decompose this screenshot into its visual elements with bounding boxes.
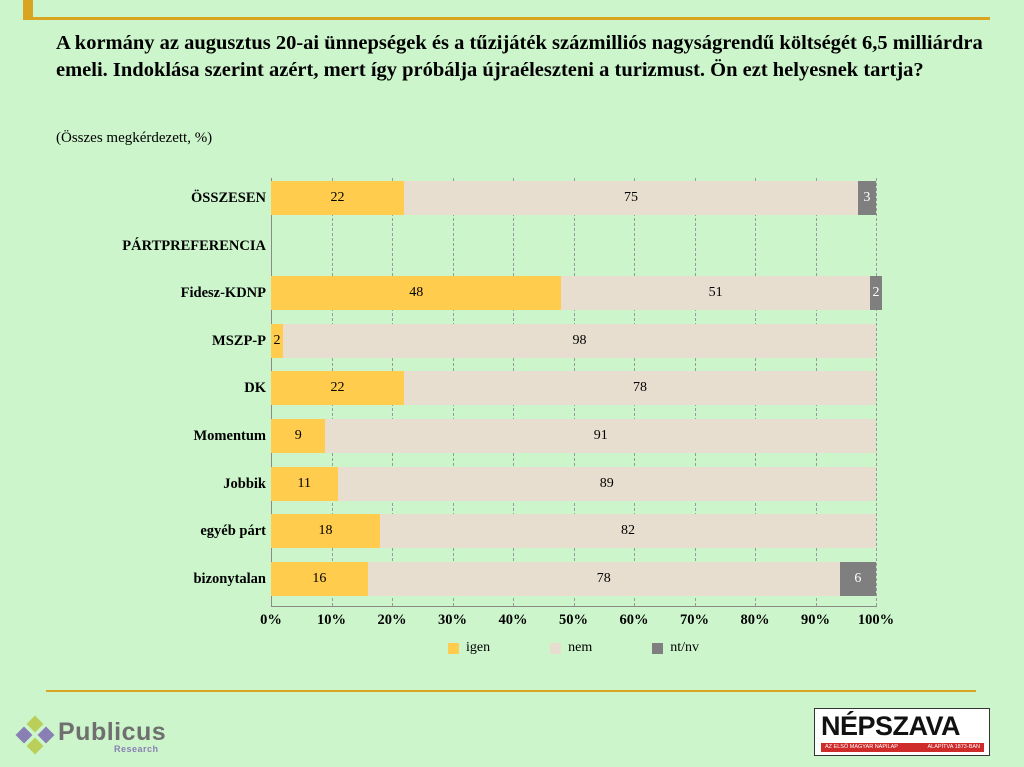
chart-bar-row	[271, 419, 876, 453]
category-label: PÁRTPREFERENCIA	[122, 237, 266, 254]
bar-segment-igen: 11	[271, 467, 338, 501]
accent-bar-left	[23, 0, 33, 20]
category-label: Jobbik	[223, 475, 266, 492]
chart-bar-row	[271, 276, 880, 310]
chart-bar-row	[271, 324, 876, 358]
bar-segment-nem: 98	[283, 324, 876, 358]
legend-item[interactable]	[550, 640, 592, 656]
legend-swatch-icon	[550, 643, 561, 654]
bar-segment-ntnv: 6	[840, 562, 876, 596]
chart-plot-area	[122, 178, 880, 606]
legend-item[interactable]	[652, 640, 699, 656]
page-title: A kormány az augusztus 20-ai ünnepségek és a tűzijáték százmilliós nagyságrendű költségét 6,5 milliárdra emeli. Indoklása szerint azért, mert így próbálja újraéleszteni a turizmust. Ön ezt helyesnek tartja?	[56, 32, 983, 81]
publicus-sub: Research	[114, 744, 159, 754]
bar-segment-igen: 18	[271, 514, 380, 548]
x-tick-label: 20%	[377, 612, 407, 628]
x-tick-label: 60%	[619, 612, 649, 628]
bar-segment-igen: 9	[271, 419, 325, 453]
nepszava-bar-right: ALAPÍTVA 1873-BAN	[927, 744, 980, 750]
chart-bar-row	[271, 514, 876, 548]
publicus-logo	[18, 712, 198, 756]
bar-segment-nem: 89	[338, 467, 876, 501]
category-label: Fidesz-KDNP	[180, 285, 266, 302]
page-subtitle: (Összes megkérdezett, %)	[56, 130, 213, 146]
nepszava-logo	[814, 708, 990, 756]
bar-segment-ntnv: 2	[870, 276, 882, 310]
legend-swatch-icon	[652, 643, 663, 654]
chart-legend	[271, 640, 876, 656]
bar-segment-nem: 51	[561, 276, 870, 310]
nepszava-name: NÉPSZAVA	[821, 711, 961, 741]
legend-label: nem	[568, 640, 593, 655]
gridline	[876, 178, 878, 606]
legend-label: igen	[466, 640, 491, 655]
bar-segment-nem: 91	[325, 419, 876, 453]
footer-rule	[46, 690, 976, 692]
chart-bar-row	[271, 467, 876, 501]
x-tick-label: 30%	[438, 612, 467, 628]
chart-bar-row	[271, 181, 876, 215]
bar-segment-ntnv: 3	[858, 181, 876, 215]
bar-segment-igen: 48	[271, 276, 561, 310]
bar-segment-nem: 78	[404, 371, 876, 405]
category-label: bizonytalan	[193, 570, 266, 587]
bar-segment-nem: 78	[368, 562, 840, 596]
x-tick-label: 10%	[317, 612, 346, 628]
bar-segment-igen: 16	[271, 562, 368, 596]
category-label: egyéb párt	[200, 523, 266, 540]
bar-segment-nem: 82	[380, 514, 876, 548]
legend-item[interactable]	[448, 640, 490, 656]
publicus-name: Publicus	[58, 718, 167, 746]
legend-swatch-icon	[448, 643, 459, 654]
chart-bar-row	[271, 562, 876, 596]
chart-bar-row	[271, 371, 876, 405]
bar-segment-igen: 2	[271, 324, 283, 358]
bar-segment-nem: 75	[404, 181, 858, 215]
x-tick-label: 40%	[498, 612, 528, 628]
publicus-diamonds-icon	[18, 718, 52, 752]
x-axis-line	[271, 606, 877, 607]
category-label: ÖSSZESEN	[191, 190, 266, 206]
x-tick-label: 70%	[680, 612, 709, 628]
x-tick-label: 90%	[801, 612, 830, 628]
x-tick-label: 100%	[857, 612, 895, 628]
x-tick-label: 0%	[260, 612, 282, 628]
bar-segment-igen: 22	[271, 371, 404, 405]
nepszava-bar-left: AZ ELSŐ MAGYAR NAPILAP	[825, 744, 898, 750]
x-tick-label: 50%	[559, 612, 588, 628]
chart-container	[36, 168, 988, 668]
bar-segment-igen: 22	[271, 181, 404, 215]
nepszava-bar	[821, 743, 984, 752]
x-tick-label: 80%	[740, 612, 770, 628]
category-label: MSZP-P	[212, 332, 266, 349]
category-label: DK	[244, 380, 266, 397]
header-rule	[33, 17, 990, 20]
category-label: Momentum	[193, 428, 266, 444]
legend-label: nt/nv	[670, 640, 699, 655]
